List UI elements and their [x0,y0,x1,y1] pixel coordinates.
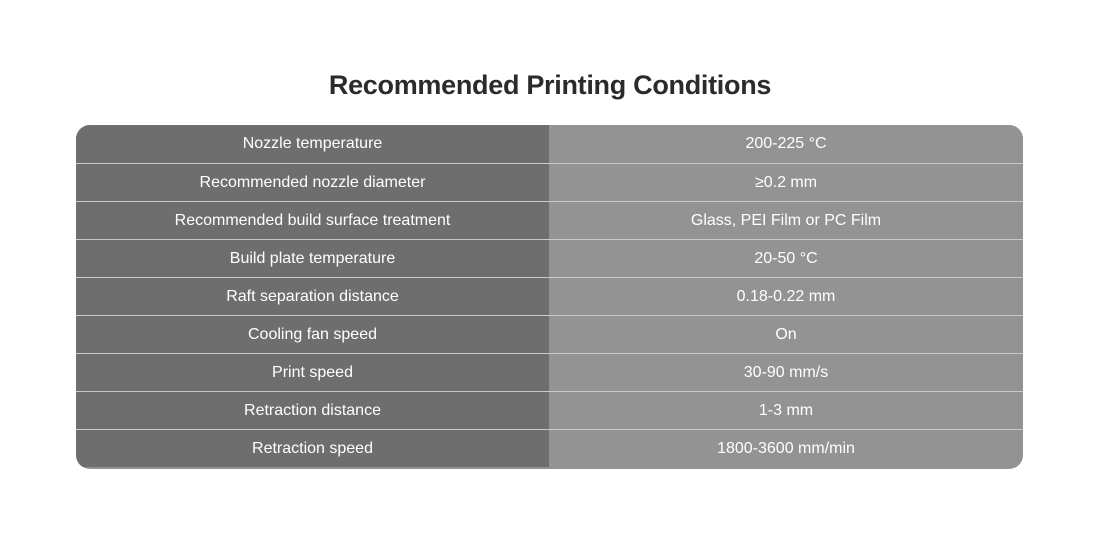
page-title: Recommended Printing Conditions [328,70,772,100]
table-row [76,353,1023,391]
table-row [76,239,1023,277]
row-label: Retraction distance [76,392,549,429]
row-value: On [549,316,1023,353]
row-label: Print speed [76,354,549,391]
row-label: Raft separation distance [76,278,549,315]
table-row [76,391,1023,429]
table-row [76,201,1023,239]
row-label: Recommended build surface treatment [76,202,549,239]
table-row [76,277,1023,315]
row-label: Cooling fan speed [76,316,549,353]
row-label: Nozzle temperature [76,125,549,163]
row-value: 0.18-0.22 mm [549,278,1023,315]
printing-conditions-table [76,125,1023,469]
row-value: 30-90 mm/s [549,354,1023,391]
row-label: Recommended nozzle diameter [76,164,549,201]
table-row [76,125,1023,163]
row-value: ≥0.2 mm [549,164,1023,201]
row-label: Build plate temperature [76,240,549,277]
row-value: 20-50 °C [549,240,1023,277]
row-value: Glass, PEI Film or PC Film [549,202,1023,239]
row-value: 1800-3600 mm/min [549,430,1023,467]
row-value: 200-225 °C [549,125,1023,163]
table-row [76,429,1023,467]
row-value: 1-3 mm [549,392,1023,429]
table-row [76,315,1023,353]
row-label: Retraction speed [76,430,549,467]
table-row [76,163,1023,201]
